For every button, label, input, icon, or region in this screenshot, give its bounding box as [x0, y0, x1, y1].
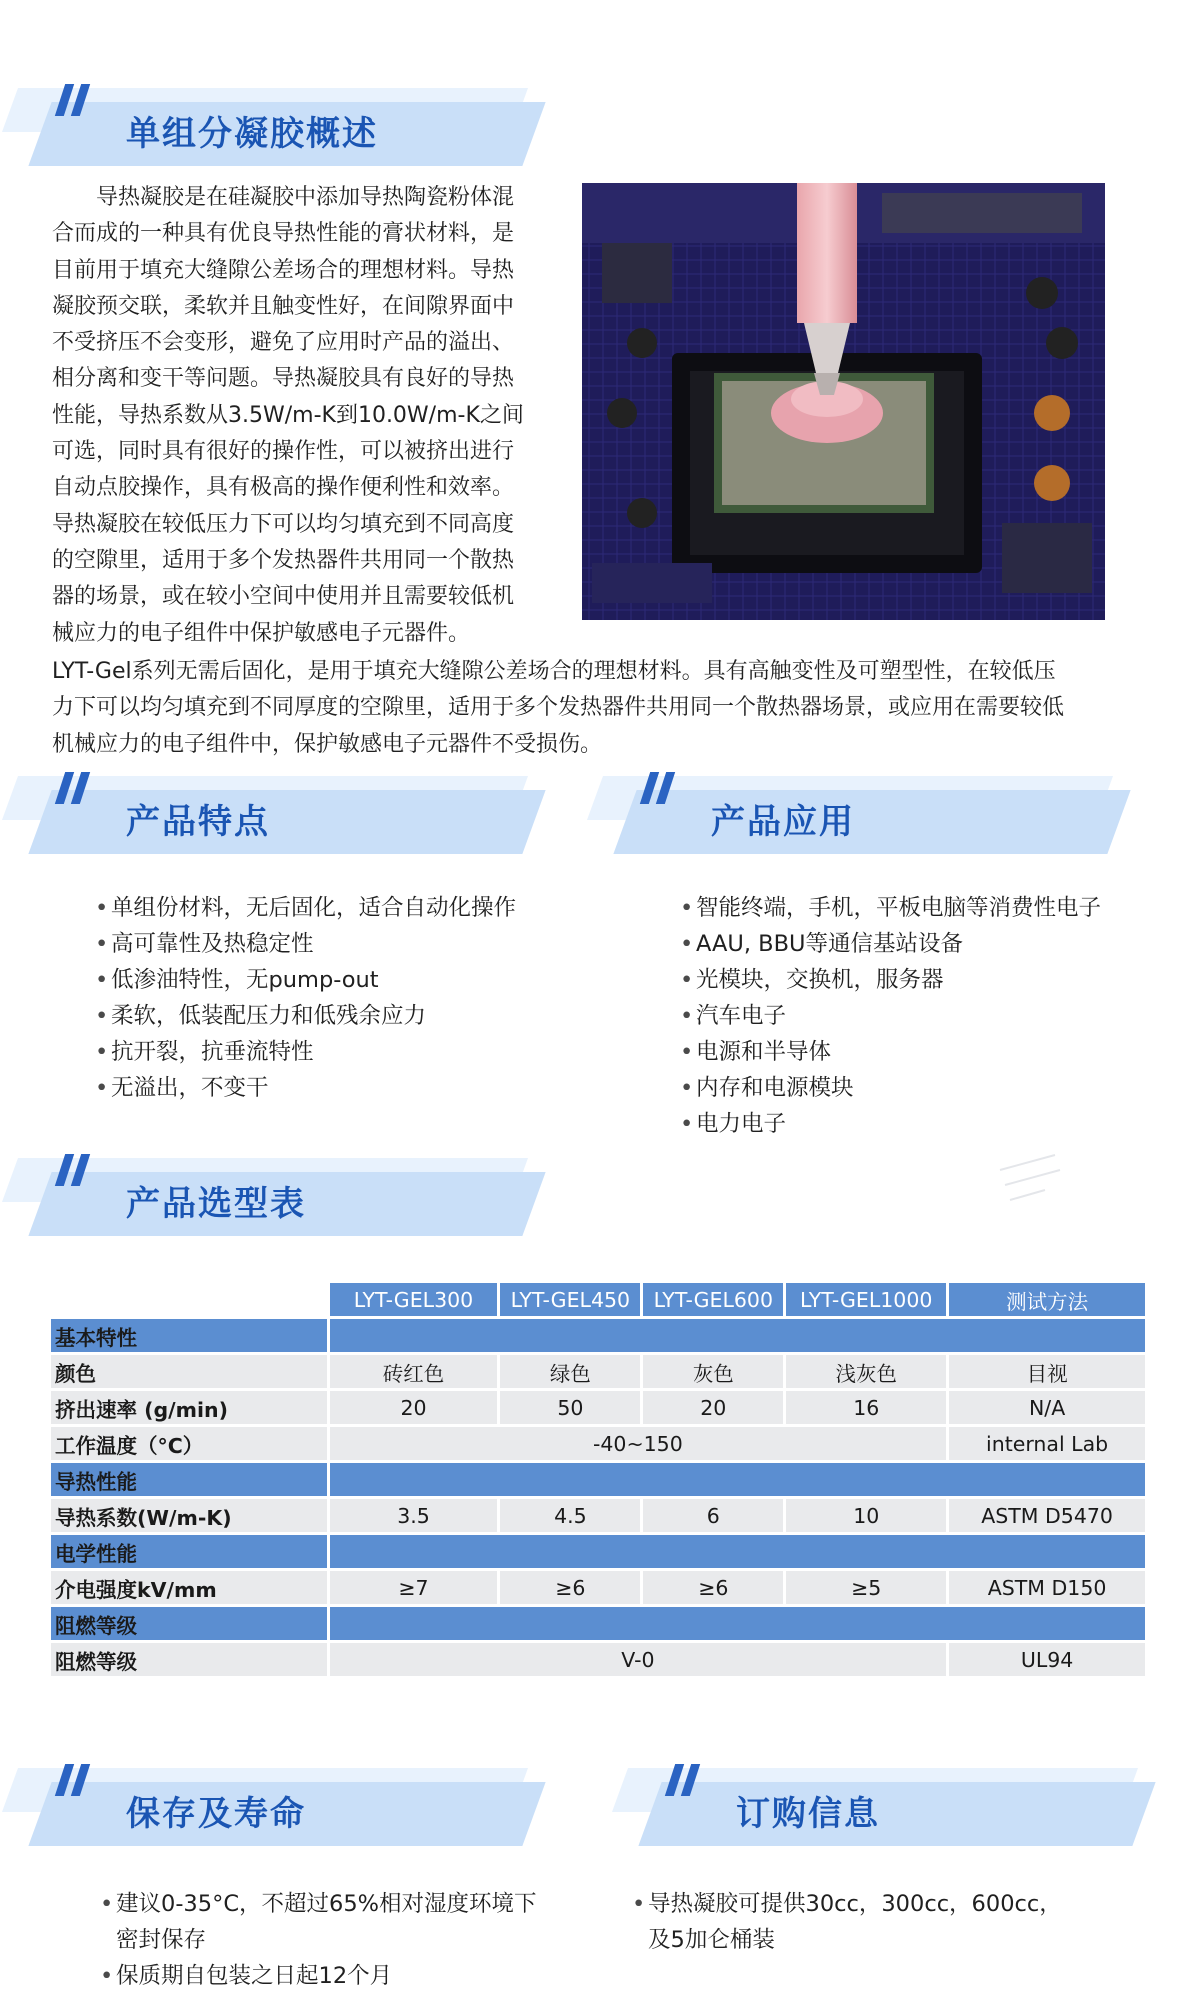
row-label: 介电强度kV/mm	[51, 1571, 327, 1604]
double-bar-icon	[670, 1764, 710, 1808]
overview-line: 性能，导热系数从3.5W/m-K到10.0W/m-K之间	[52, 402, 524, 428]
overview-paragraph-wide	[52, 654, 1162, 763]
table-group-row	[51, 1463, 1145, 1496]
table-cell: 6	[643, 1499, 783, 1532]
table-cell: 16	[786, 1391, 946, 1424]
table-header: LYT-GEL300	[330, 1283, 498, 1316]
storage-list	[100, 1886, 537, 1994]
section-title-features: 产品特点	[126, 802, 270, 842]
applications-banner	[615, 784, 1105, 854]
table-cell: V-0	[330, 1643, 947, 1676]
table-row	[51, 1643, 1145, 1676]
decorative-lines	[995, 1150, 1065, 1210]
table-header-row	[51, 1283, 1145, 1316]
table-cell: ≥7	[330, 1571, 498, 1604]
table-cell: 灰色	[643, 1355, 783, 1388]
table-cell: 绿色	[500, 1355, 640, 1388]
list-item: • 光模块，交换机，服务器	[680, 962, 1101, 998]
list-item: • AAU, BBU等通信基站设备	[680, 926, 1101, 962]
list-item: • 电力电子	[680, 1106, 1101, 1142]
table-cell: UL94	[949, 1643, 1145, 1676]
table-cell: 4.5	[500, 1499, 640, 1532]
section-title-overview: 单组分凝胶概述	[126, 114, 378, 154]
table-cell: 浅灰色	[786, 1355, 946, 1388]
overview-line: 目前用于填充大缝隙公差场合的理想材料。导热	[52, 257, 515, 283]
table-cell: 10	[786, 1499, 946, 1532]
double-bar-icon	[60, 1154, 100, 1198]
table-cell: ≥6	[643, 1571, 783, 1604]
list-item: • 柔软，低装配压力和低残余应力	[95, 998, 516, 1034]
row-label: 颜色	[51, 1355, 327, 1388]
overview-line: 导热凝胶是在硅凝胶中添加导热陶瓷粉体混	[96, 185, 515, 210]
section-title-applications: 产品应用	[711, 802, 855, 842]
list-item	[100, 1958, 537, 1994]
list-item: • 汽车电子	[680, 998, 1101, 1034]
table-group-row	[51, 1535, 1145, 1568]
row-label: 挤出速率 (g/min)	[51, 1391, 327, 1424]
overview-wide-line: 机械应力的电子组件中，保护敏感电子元器件不受损伤。	[52, 731, 603, 757]
list-item: • 单组份材料，无后固化，适合自动化操作	[95, 890, 516, 926]
table-group-row	[51, 1607, 1145, 1640]
list-item: • 内存和电源模块	[680, 1070, 1101, 1106]
table-cell: ≥6	[500, 1571, 640, 1604]
list-item: • 高可靠性及热稳定性	[95, 926, 516, 962]
storage-banner	[30, 1776, 520, 1846]
table-cell: ASTM D5470	[949, 1499, 1145, 1532]
table-row	[51, 1427, 1145, 1460]
table-cell: 砖红色	[330, 1355, 498, 1388]
table-cell: 50	[500, 1391, 640, 1424]
ordering-list	[632, 1886, 1062, 1958]
list-item-line: • 建议0-35°C，不超过65%相对湿度环境下	[116, 1891, 537, 1917]
overview-line: 自动点胶操作，具有极高的操作便利性和效率。	[52, 475, 515, 501]
overview-line: 不受挤压不会变形，避免了应用时产品的溢出、	[52, 330, 515, 356]
group-label: 基本特性	[51, 1319, 327, 1352]
table-cell: 目视	[949, 1355, 1145, 1388]
row-label: 阻燃等级	[51, 1643, 327, 1676]
overview-line: 凝胶预交联，柔软并且触变性好，在间隙界面中	[52, 293, 515, 319]
list-item: • 无溢出，不变干	[95, 1070, 516, 1106]
table-cell: N/A	[949, 1391, 1145, 1424]
overview-line: 相分离和变干等问题。导热凝胶具有良好的导热	[52, 366, 515, 392]
double-bar-icon	[60, 84, 100, 128]
table-cell: 20	[330, 1391, 498, 1424]
overview-line: 导热凝胶在较低压力下可以均匀填充到不同高度	[52, 511, 515, 537]
overview-line: 可选，同时具有很好的操作性，可以被挤出进行	[52, 439, 515, 465]
table-cell: ≥5	[786, 1571, 946, 1604]
double-bar-icon	[60, 772, 100, 816]
overview-banner	[30, 96, 520, 166]
overview-wide-line: LYT-Gel系列无需后固化，是用于填充大缝隙公差场合的理想材料。具有高触变性及可塑型性，在较低压	[52, 659, 1056, 684]
overview-line: 合而成的一种具有优良导热性能的膏状材料，是	[52, 221, 515, 247]
list-item-line: • 保质期自包装之日起12个月	[116, 1963, 393, 1989]
row-label: 导热系数(W/m-K)	[51, 1499, 327, 1532]
table-header: 测试方法	[949, 1283, 1145, 1316]
list-item-line: • 导热凝胶可提供30cc，300cc，600cc，	[648, 1891, 1062, 1917]
section-title-storage: 保存及寿命	[126, 1794, 306, 1834]
table-group-row	[51, 1319, 1145, 1352]
table-header: LYT-GEL1000	[786, 1283, 946, 1316]
table-cell: ASTM D150	[949, 1571, 1145, 1604]
group-fill	[330, 1319, 1145, 1352]
overview-line: 器的场景，或在较小空间中使用并且需要较低机	[52, 584, 515, 610]
group-label: 导热性能	[51, 1463, 327, 1496]
section-title-ordering: 订购信息	[736, 1794, 880, 1834]
table-corner	[51, 1283, 327, 1316]
table-header: LYT-GEL450	[500, 1283, 640, 1316]
overview-paragraph	[52, 180, 572, 652]
ordering-banner	[640, 1776, 1130, 1846]
features-list	[95, 890, 516, 1106]
table-row	[51, 1571, 1145, 1604]
section-title-selection: 产品选型表	[126, 1184, 306, 1224]
list-item: • 电源和半导体	[680, 1034, 1101, 1070]
list-item	[632, 1886, 1062, 1958]
overview-line: 的空隙里，适用于多个发热器件共用同一个散热	[52, 547, 515, 573]
group-label: 阻燃等级	[51, 1607, 327, 1640]
double-bar-icon	[60, 1764, 100, 1808]
double-bar-icon	[645, 772, 685, 816]
table-row	[51, 1499, 1145, 1532]
applications-list	[680, 890, 1101, 1142]
table-header: LYT-GEL600	[643, 1283, 783, 1316]
selection-table	[48, 1280, 1148, 1679]
table-row	[51, 1355, 1145, 1388]
group-label: 电学性能	[51, 1535, 327, 1568]
group-fill	[330, 1607, 1145, 1640]
list-item-line: 及5加仑桶装	[648, 1927, 775, 1953]
list-item: • 抗开裂，抗垂流特性	[95, 1034, 516, 1070]
group-fill	[330, 1463, 1145, 1496]
overview-wide-line: 力下可以均匀填充到不同厚度的空隙里，适用于多个发热器件共用同一个散热器场景，或应用在需要较低	[52, 695, 1065, 721]
selection-banner	[30, 1166, 520, 1236]
features-banner	[30, 784, 520, 854]
group-fill	[330, 1535, 1145, 1568]
row-label: 工作温度（°C）	[51, 1427, 327, 1460]
list-item: • 低渗油特性，无pump-out	[95, 962, 516, 998]
table-cell: 3.5	[330, 1499, 498, 1532]
list-item	[100, 1886, 537, 1958]
table-cell: internal Lab	[949, 1427, 1145, 1460]
list-item: • 智能终端，手机，平板电脑等消费性电子	[680, 890, 1101, 926]
motherboard-cpu-paste-photo	[582, 183, 1105, 620]
table-row	[51, 1391, 1145, 1424]
list-item-line: 密封保存	[116, 1927, 207, 1953]
table-cell: -40~150	[330, 1427, 947, 1460]
table-cell: 20	[643, 1391, 783, 1424]
overview-line: 械应力的电子组件中保护敏感电子元器件。	[52, 620, 471, 646]
